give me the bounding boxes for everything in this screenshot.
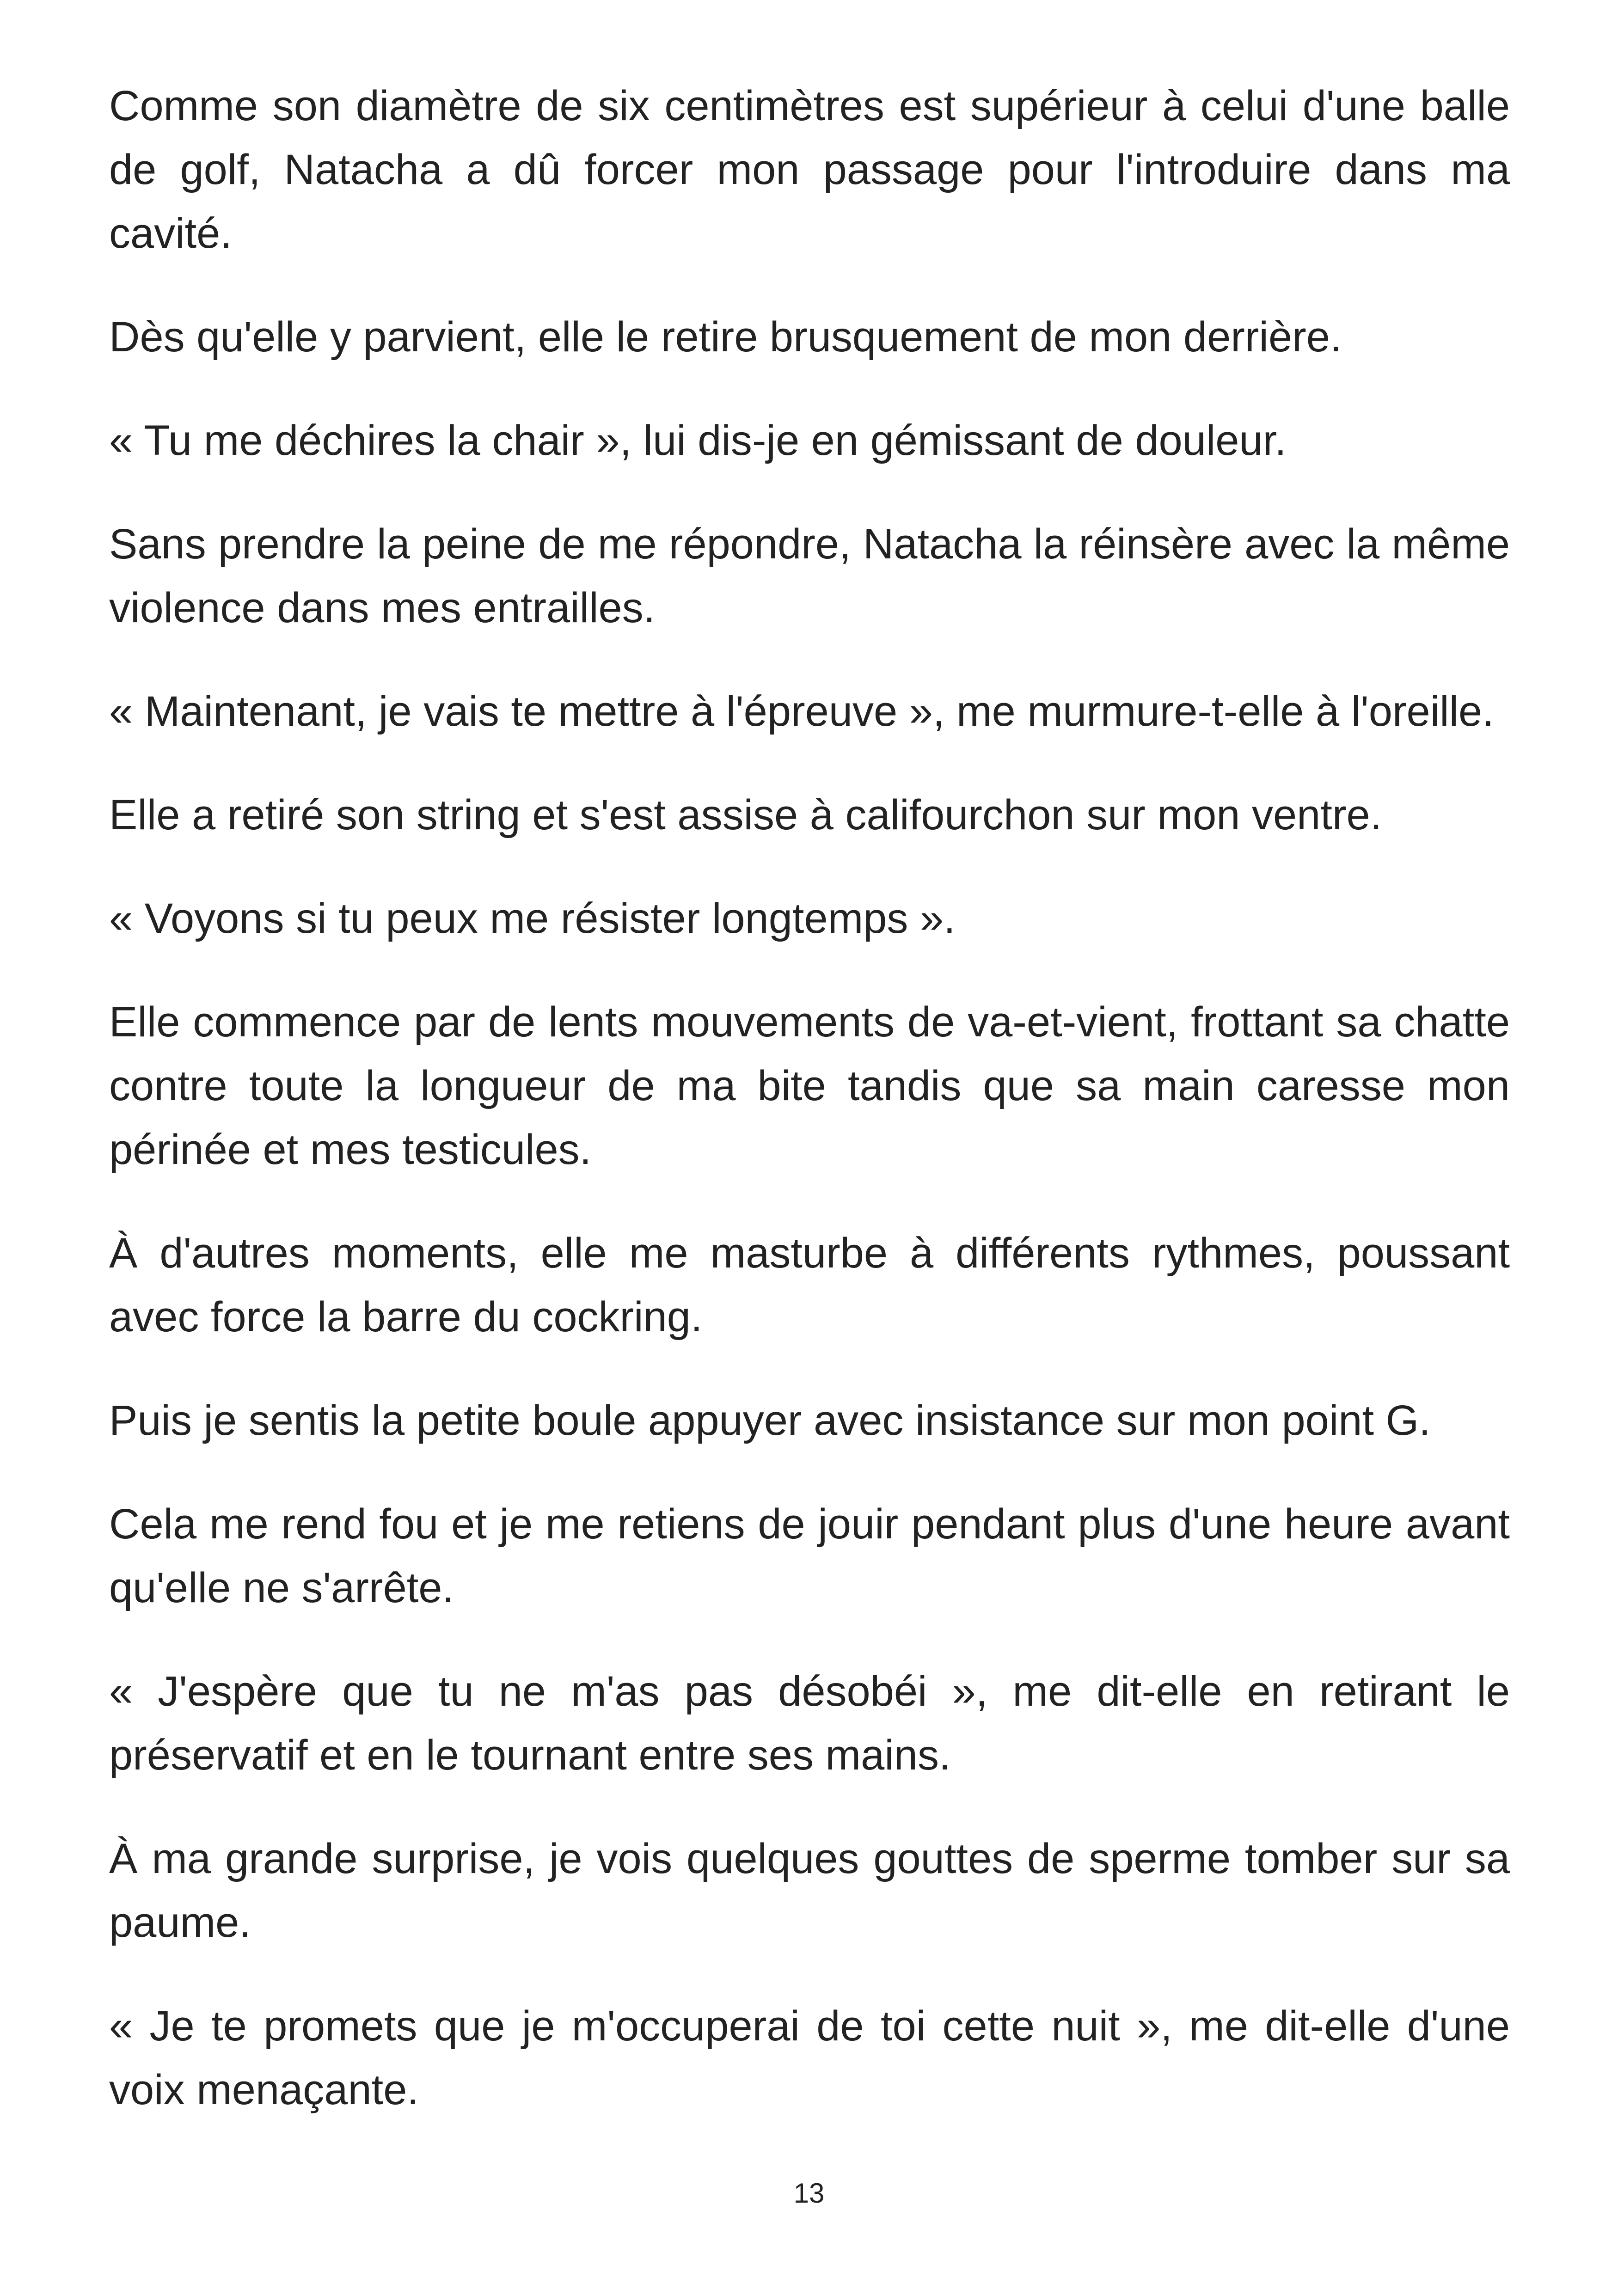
- paragraph-11: Cela me rend fou et je me retiens de jouir pendant plus d'une heure avant qu'elle ne s'arrête.: [109, 1500, 1510, 1611]
- paragraph-7: « Voyons si tu peux me résister longtemps ».: [109, 895, 956, 942]
- paragraph-10: Puis je sentis la petite boule appuyer avec insistance sur mon point G.: [109, 1397, 1431, 1444]
- paragraph-9: À d'autres moments, elle me masturbe à différents rythmes, poussant avec force la barre du cockring.: [109, 1230, 1510, 1341]
- paragraph-8: Elle commence par de lents mouvements de va-et-vient, frottant sa chatte contre toute la longueur de ma bite tandis que sa main caresse mon périnée et mes testicules.: [109, 998, 1510, 1173]
- page-number: 13: [793, 2178, 825, 2209]
- page-body: [109, 74, 1510, 2161]
- paragraph-4: Sans prendre la peine de me répondre, Natacha la réinsère avec la même violence dans mes entrailles.: [109, 520, 1510, 631]
- paragraph-5: « Maintenant, je vais te mettre à l'épreuve », me murmure-t-elle à l'oreille.: [109, 688, 1494, 735]
- paragraph-6: Elle a retiré son string et s'est assise à califourchon sur mon ventre.: [109, 791, 1382, 839]
- paragraph-3: « Tu me déchires la chair », lui dis-je en gémissant de douleur.: [109, 417, 1287, 464]
- paragraph-2: Dès qu'elle y parvient, elle le retire brusquement de mon derrière.: [109, 313, 1342, 361]
- paragraph-13: À ma grande surprise, je vois quelques gouttes de sperme tomber sur sa paume.: [109, 1835, 1510, 1946]
- paragraph-12: « J'espère que tu ne m'as pas désobéi », me dit-elle en retirant le préservatif et en le tournant entre ses mains.: [109, 1668, 1510, 1779]
- paragraph-1: Comme son diamètre de six centimètres est supérieur à celui d'une balle de golf, Natacha a dû forcer mon passage pour l'introduire dans ma cavité.: [109, 82, 1510, 257]
- paragraph-14: « Je te promets que je m'occuperai de toi cette nuit », me dit-elle d'une voix menaçante.: [109, 2002, 1510, 2113]
